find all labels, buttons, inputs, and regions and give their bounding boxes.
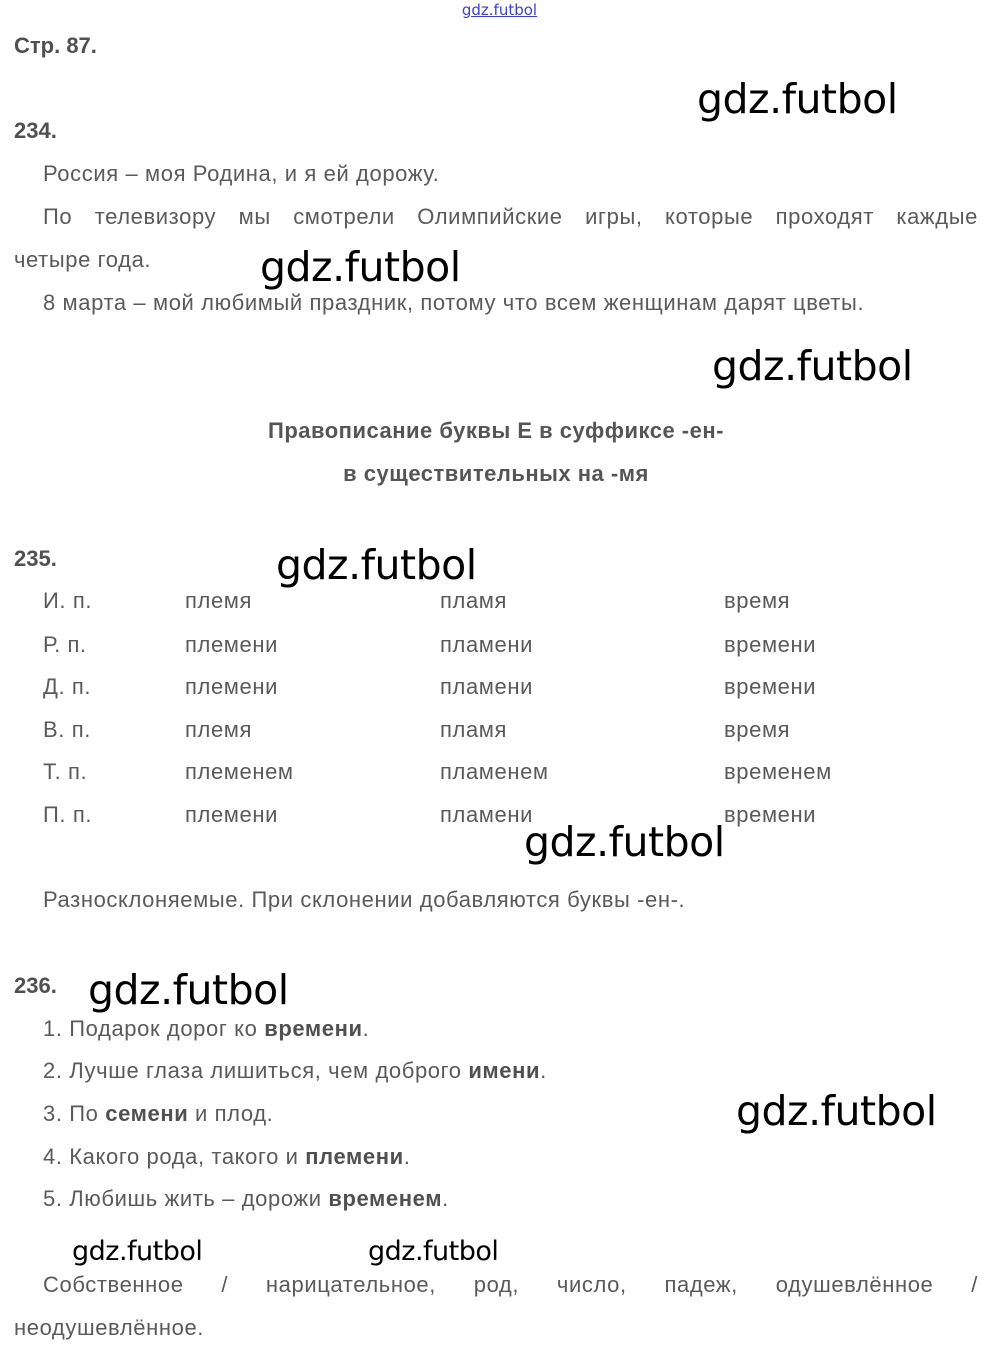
- table-cell: племенем: [185, 759, 294, 784]
- case-label: В. п.: [43, 717, 91, 742]
- table-cell: племени: [185, 802, 278, 827]
- table-cell: пламя: [440, 588, 508, 613]
- ex235-note: Разносклоняемые. При склонении добавляются буквы -ен-.: [43, 887, 686, 912]
- word: одушевлённое: [775, 1272, 934, 1297]
- proverb-1: 1. Подарок дорог ко времени.: [43, 1016, 370, 1041]
- proverb-5: 5. Любишь жить – дорожи временем.: [43, 1186, 449, 1211]
- word: падеж,: [664, 1272, 738, 1297]
- ex236-tail: [43, 1272, 978, 1298]
- table-cell: пламени: [440, 632, 533, 657]
- table-cell: времени: [724, 802, 817, 827]
- proverb-4: 4. Какого рода, такого и племени.: [43, 1144, 411, 1169]
- case-label: П. п.: [43, 802, 93, 827]
- ex234-sentence-2-cont: четыре года.: [14, 247, 152, 272]
- watermark: gdz.futbol: [88, 966, 289, 1014]
- watermark: gdz.futbol: [276, 541, 477, 589]
- word: /: [971, 1272, 978, 1297]
- word: проходят: [775, 204, 874, 229]
- watermark: gdz.futbol: [736, 1087, 937, 1135]
- table-cell: племя: [185, 717, 253, 742]
- section-heading-line-1: Правописание буквы Е в суффиксе -ен-: [268, 418, 724, 443]
- proverb-3: 3. По семени и плод.: [43, 1101, 274, 1126]
- word: род,: [473, 1272, 520, 1297]
- table-cell: пламени: [440, 674, 533, 699]
- table-cell: племя: [185, 588, 253, 613]
- ex234-sentence-2: [43, 204, 978, 230]
- table-cell: племени: [185, 632, 278, 657]
- watermark: gdz.futbol: [712, 342, 913, 390]
- section-heading-line-2: в существительных на -мя: [343, 461, 649, 486]
- word: мы: [238, 204, 271, 229]
- word: смотрели: [293, 204, 395, 229]
- exercise-235-number: 235.: [14, 546, 57, 571]
- word: число,: [556, 1272, 627, 1297]
- case-label: Д. п.: [43, 674, 92, 699]
- table-cell: временем: [724, 759, 832, 784]
- table-cell: времени: [724, 674, 817, 699]
- watermark: gdz.futbol: [368, 1236, 499, 1267]
- page-label: Стр. 87.: [14, 33, 97, 58]
- ex236-tail-cont: неодушевлённое.: [14, 1315, 204, 1340]
- word: телевизору: [94, 204, 217, 229]
- watermark: gdz.futbol: [697, 75, 898, 123]
- ex234-sentence-1: Россия – моя Родина, и я ей дорожу.: [43, 161, 440, 186]
- word: /: [221, 1272, 229, 1297]
- top-watermark: gdz.futbol: [461, 1, 538, 19]
- word: каждые: [896, 204, 978, 229]
- watermark: gdz.futbol: [72, 1236, 203, 1267]
- exercise-234-number: 234.: [14, 118, 57, 143]
- word: По: [43, 204, 73, 229]
- table-cell: пламя: [440, 717, 508, 742]
- word: которые: [665, 204, 754, 229]
- table-cell: время: [724, 717, 791, 742]
- table-cell: племени: [185, 674, 278, 699]
- table-cell: времени: [724, 632, 817, 657]
- case-label: Р. п.: [43, 632, 87, 657]
- watermark: gdz.futbol: [524, 818, 725, 866]
- word: нарицательное,: [265, 1272, 436, 1297]
- case-label: И. п.: [43, 588, 93, 613]
- word: Олимпийские: [417, 204, 563, 229]
- table-cell: время: [724, 588, 791, 613]
- exercise-236-number: 236.: [14, 973, 57, 998]
- case-label: Т. п.: [43, 759, 88, 784]
- watermark: gdz.futbol: [260, 243, 461, 291]
- table-cell: пламени: [440, 802, 533, 827]
- word: Собственное: [43, 1272, 184, 1297]
- ex234-sentence-3: 8 марта – мой любимый праздник, потому что всем женщинам дарят цветы.: [43, 290, 865, 315]
- proverb-2: 2. Лучше глаза лишиться, чем доброго имени.: [43, 1058, 547, 1083]
- table-cell: пламенем: [440, 759, 549, 784]
- word: игры,: [585, 204, 643, 229]
